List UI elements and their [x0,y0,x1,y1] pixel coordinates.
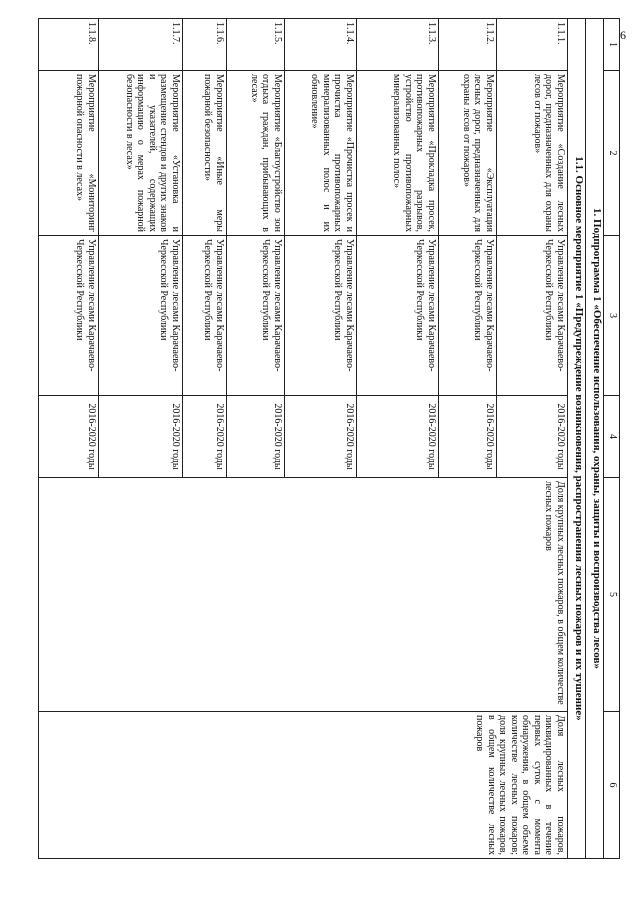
event-name: Мероприятие «Прочистка просек и прочистка противопожарных минерализованных полос и их обновление» [285,71,357,236]
table-row [497,19,568,859]
row-number: 1.1.7. [99,19,183,71]
executor: Управление лесами Карачаево-Черкесской Республики [39,236,99,396]
event-name: Мероприятие «Мониторинг пожарной опасности в лесах» [39,71,99,236]
rotated-table-wrapper [38,18,620,858]
period: 2016-2020 годы [227,396,285,478]
indicators-cell: Доля лесных пожаров, ликвидированных в течение первых суток с момента обнаружения, в общем объеме количестве лесных пожаров; доля крупных лесных пожаров, в общем количестве лесных пожаров [39,712,568,859]
event-name: Мероприятие «Благоустройство зон отдыха граждан, прибывающих в лесах» [227,71,285,236]
period: 2016-2020 годы [39,396,99,478]
column-number-row [604,19,620,859]
row-number: 1.1.4. [285,19,357,71]
col-number-6: 6 [604,712,620,859]
executor: Управление лесами Карачаево-Черкесской Республики [357,236,439,396]
executor: Управление лесами Карачаево-Черкесской Республики [497,236,568,396]
row-number: 1.1.3. [357,19,439,71]
period: 2016-2020 годы [439,396,497,478]
period: 2016-2020 годы [99,396,183,478]
row-number: 1.1.1. [497,19,568,71]
executor: Управление лесами Карачаево-Черкесской Республики [227,236,285,396]
row-number: 1.1.6. [183,19,227,71]
indicator-cell: Доля крупных лесных пожаров, в общем количестве лесных пожаров [39,478,568,712]
col-number-4: 4 [604,396,620,478]
executor: Управление лесами Карачаево-Черкесской Республики [183,236,227,396]
period: 2016-2020 годы [357,396,439,478]
period: 2016-2020 годы [497,396,568,478]
col-number-3: 3 [604,236,620,396]
subprogram-title: 1. Подпрограмма 1 «Обеспечение использования, охраны, защиты и воспроизводства лесов» [586,19,604,859]
executor: Управление лесами Карачаево-Черкесской Республики [439,236,497,396]
event-name: Мероприятие «Эксплуатация лесных дорог, предназначенных для охраны лесов от пожаров» [439,71,497,236]
event-name: Мероприятие «Прокладка просек, противопожарных разрывов, устройство противопожарных минерализованных полос» [357,71,439,236]
row-number: 1.1.2. [439,19,497,71]
row-number: 1.1.5. [227,19,285,71]
row-number: 1.1.8. [39,19,99,71]
event-name: Мероприятие «Установка и размещение стендов и других знаков и указателей, содержащих информацию о мерах пожарной безопасности в лесах» [99,71,183,236]
executor: Управление лесами Карачаево-Черкесской Республики [285,236,357,396]
col-number-5: 5 [604,478,620,712]
event-name: Мероприятие «Создание лесных дорог, предназначенных для охраны лесов от пожаров» [497,71,568,236]
period: 2016-2020 годы [285,396,357,478]
main-event-title: 1.1. Основное мероприятие 1 «Предупреждение возникновения, распространения лесных пожаров и их тушение» [568,19,586,859]
subprogram-row [586,19,604,859]
main-event-row [568,19,586,859]
page-number: 6 [620,28,626,42]
col-number-1: 1 [604,19,620,71]
period: 2016-2020 годы [183,396,227,478]
col-number-2: 2 [604,71,620,236]
events-table [38,18,620,859]
executor: Управление лесами Карачаево-Черкесской Республики [99,236,183,396]
event-name: Мероприятие «Иные меры пожарной безопасности» [183,71,227,236]
